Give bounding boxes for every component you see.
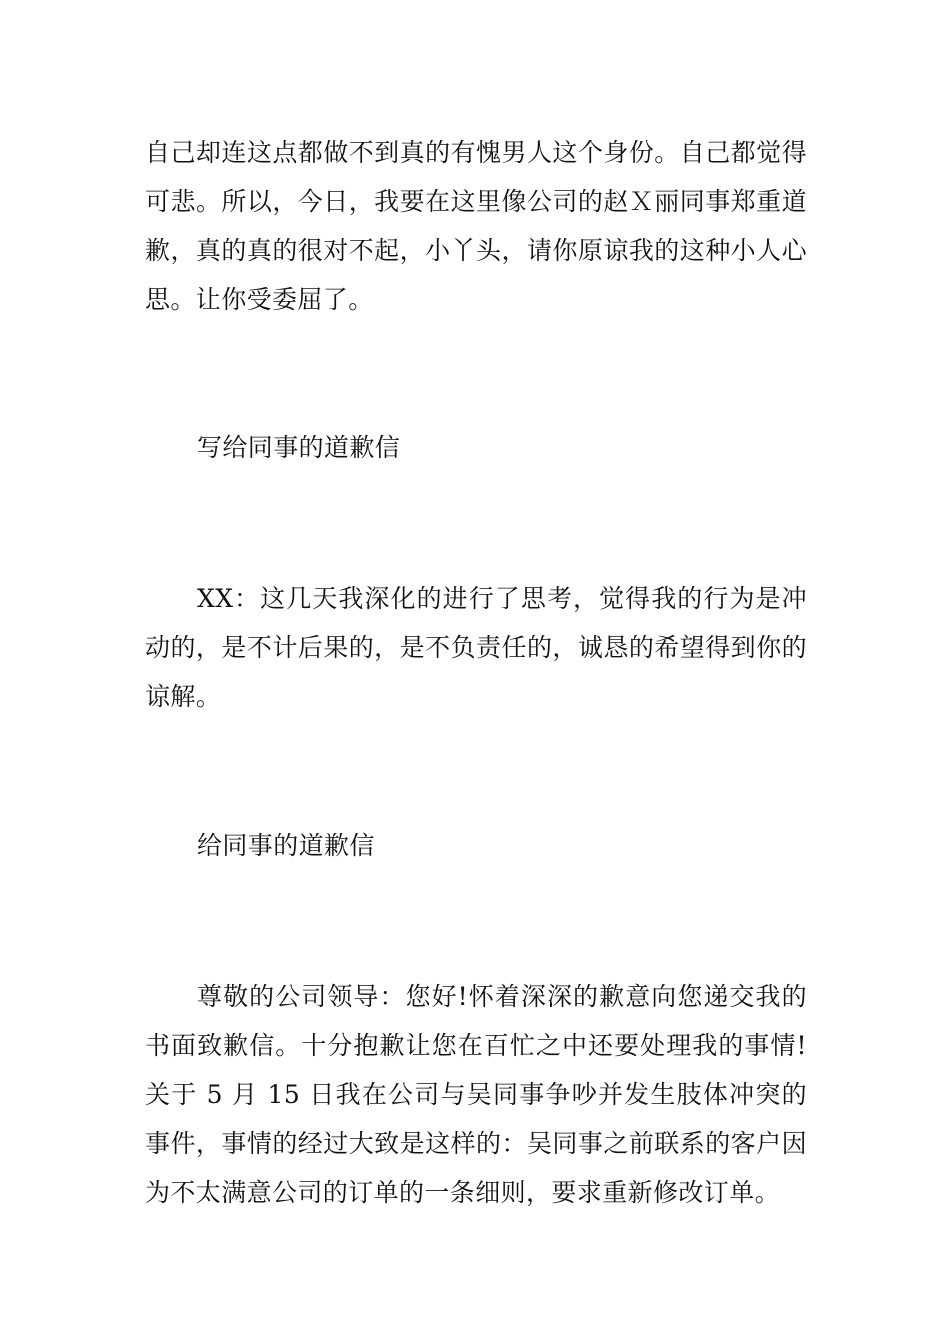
- section-heading-2: 给同事的道歉信: [197, 831, 375, 860]
- body-paragraph-2: XX：这几天我深化的进行了思考，觉得我的行为是冲动的，是不计后果的，是不负责任的，诚恳的希望得到你的谅解。: [145, 584, 807, 711]
- body-paragraph-3: 尊敬的公司领导：您好!怀着深深的歉意向您递交我的书面致歉信。十分抱歉让您在百忙之中还要处理我的事情!关于 5 月 15 日我在公司与吴同事争吵并发生肢体冲突的事件，事情的经过大致是这样的：吴同事之前联系的客户因为不太满意公司的订单的一条细则，要求重新修改订单。: [145, 982, 807, 1207]
- section-heading-1: 写给同事的道歉信: [197, 433, 401, 462]
- body-paragraph-1: 自己却连这点都做不到真的有愧男人这个身份。自己都觉得可悲。所以，今日，我要在这里像公司的赵Ｘ丽同事郑重道歉，真的真的很对不起，小丫头，请你原谅我的这种小人心思。让你受委屈了。: [145, 138, 807, 314]
